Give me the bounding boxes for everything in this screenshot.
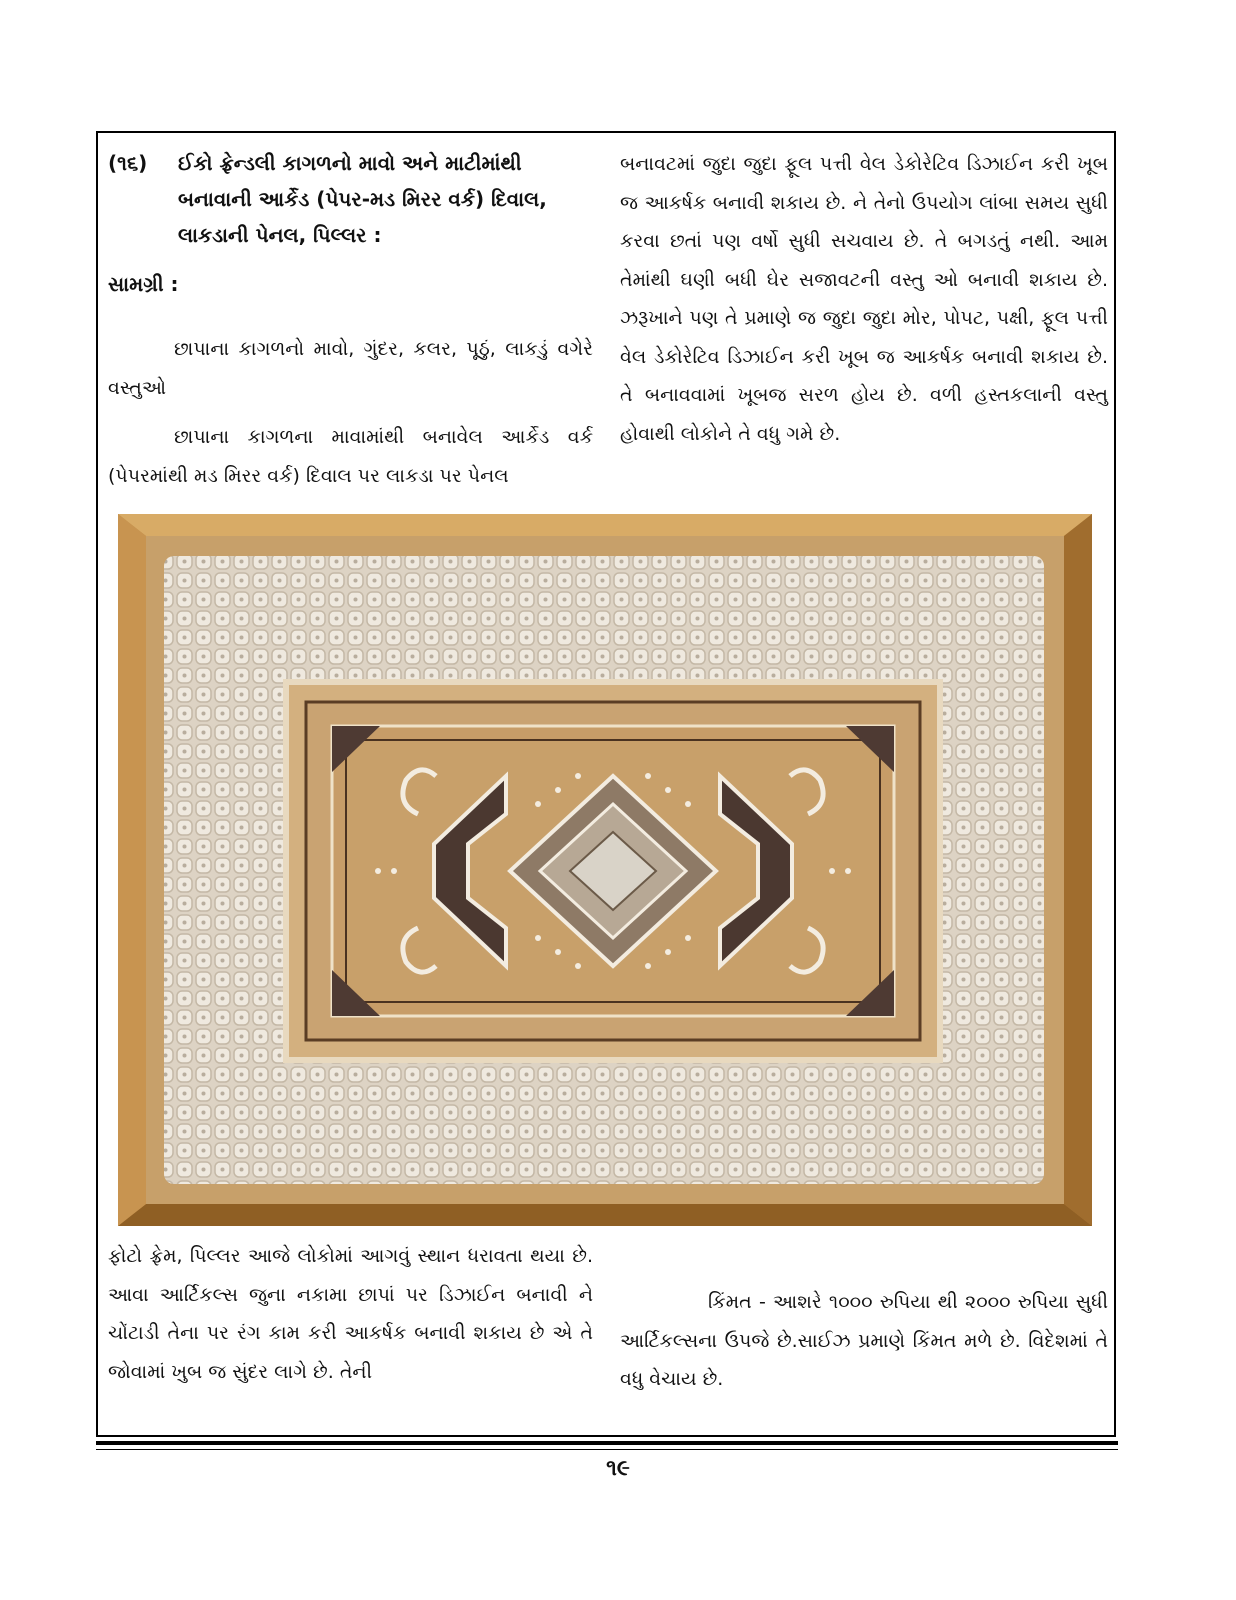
mirror-work-artwork-photo xyxy=(118,514,1092,1226)
footer-rule-thin xyxy=(96,1449,1118,1450)
materials-paragraph: છાપાના કાગળનો માવો, ગુંદર, કલર, પૂઠું, લાકડું વગેરે વસ્તુઓ xyxy=(108,338,593,399)
price-paragraph: કિંમત - આશરે ૧૦૦૦ રુપિયા થી ૨૦૦૦ રુપિયા સુધી આર્ટિકલ્સના ઉપજે છે.સાઈઝ પ્રમાણે કિંમત મળે છે. વિદેશમાં તે વધુ વેચાય છે. xyxy=(620,1291,1108,1390)
section-title: ઈકો ફ્રેન્ડલી કાગળનો માવો અને માટીમાંથી બનાવાની આર્કેડ (પેપર-મડ મિરર વર્ક) દિવાલ, લાકડાની પેનલ, પિલ્લર : xyxy=(178,151,547,247)
section-number: (૧૬) xyxy=(108,151,148,175)
materials-label: સામગ્રી : xyxy=(108,272,179,296)
page-number: ૧૯ xyxy=(606,1456,630,1481)
intro-paragraph: છાપાના કાગળના માવામાંથી બનાવેલ આર્કેડ વર્ક (પેપરમાંથી મડ મિરર વર્ક) દિવાલ પર લાકડા પર પેનલ xyxy=(108,426,593,487)
right-column-paragraph: બનાવટમાં જુદા જુદા ફૂલ પત્તી વેલ ડેકોરેટિવ ડિઝાઈન કરી ખૂબ જ આકર્ષક બનાવી શકાય છે. ને તેનો ઉપયોગ લાંબા સમય સુધી કરવા છતાં પણ વર્ષો સુધી સચવાય છે. તે બગડતું નથી. આમ તેમાંથી ઘણી બધી ઘેર સજાવટની વસ્તુ ઓ બનાવી શકાય છે. ઝરૂખાને પણ તે પ્રમાણે જ જુદા જુદા મોર, પોપટ, પક્ષી, ફૂલ પત્તી વેલ ડેકોરેટિવ ડિઝાઈન કરી ખૂબ જ આકર્ષક બનાવી શકાય છે. તે બનાવવામાં ખૂબજ સરળ હોય છે. વળી હસ્તકલાની વસ્તુ હોવાથી લોકોને તે વધુ ગમે છે. xyxy=(620,153,1108,445)
footer-rule-thick xyxy=(96,1441,1118,1445)
bottom-left-paragraph: ફોટો ફ્રેમ, પિલ્લર આજે લોકોમાં આગવું સ્થાન ધરાવતા થયા છે. આવા આર્ટિકલ્સ જુના નકામા છાપાં પર ડિઝાઈન બનાવી ને ચોંટાડી તેના પર રંગ કામ કરી આકર્ષક બનાવી શકાય છે એ તે જોવામાં ખુબ જ સુંદર લાગે છે. તેની xyxy=(108,1245,593,1383)
